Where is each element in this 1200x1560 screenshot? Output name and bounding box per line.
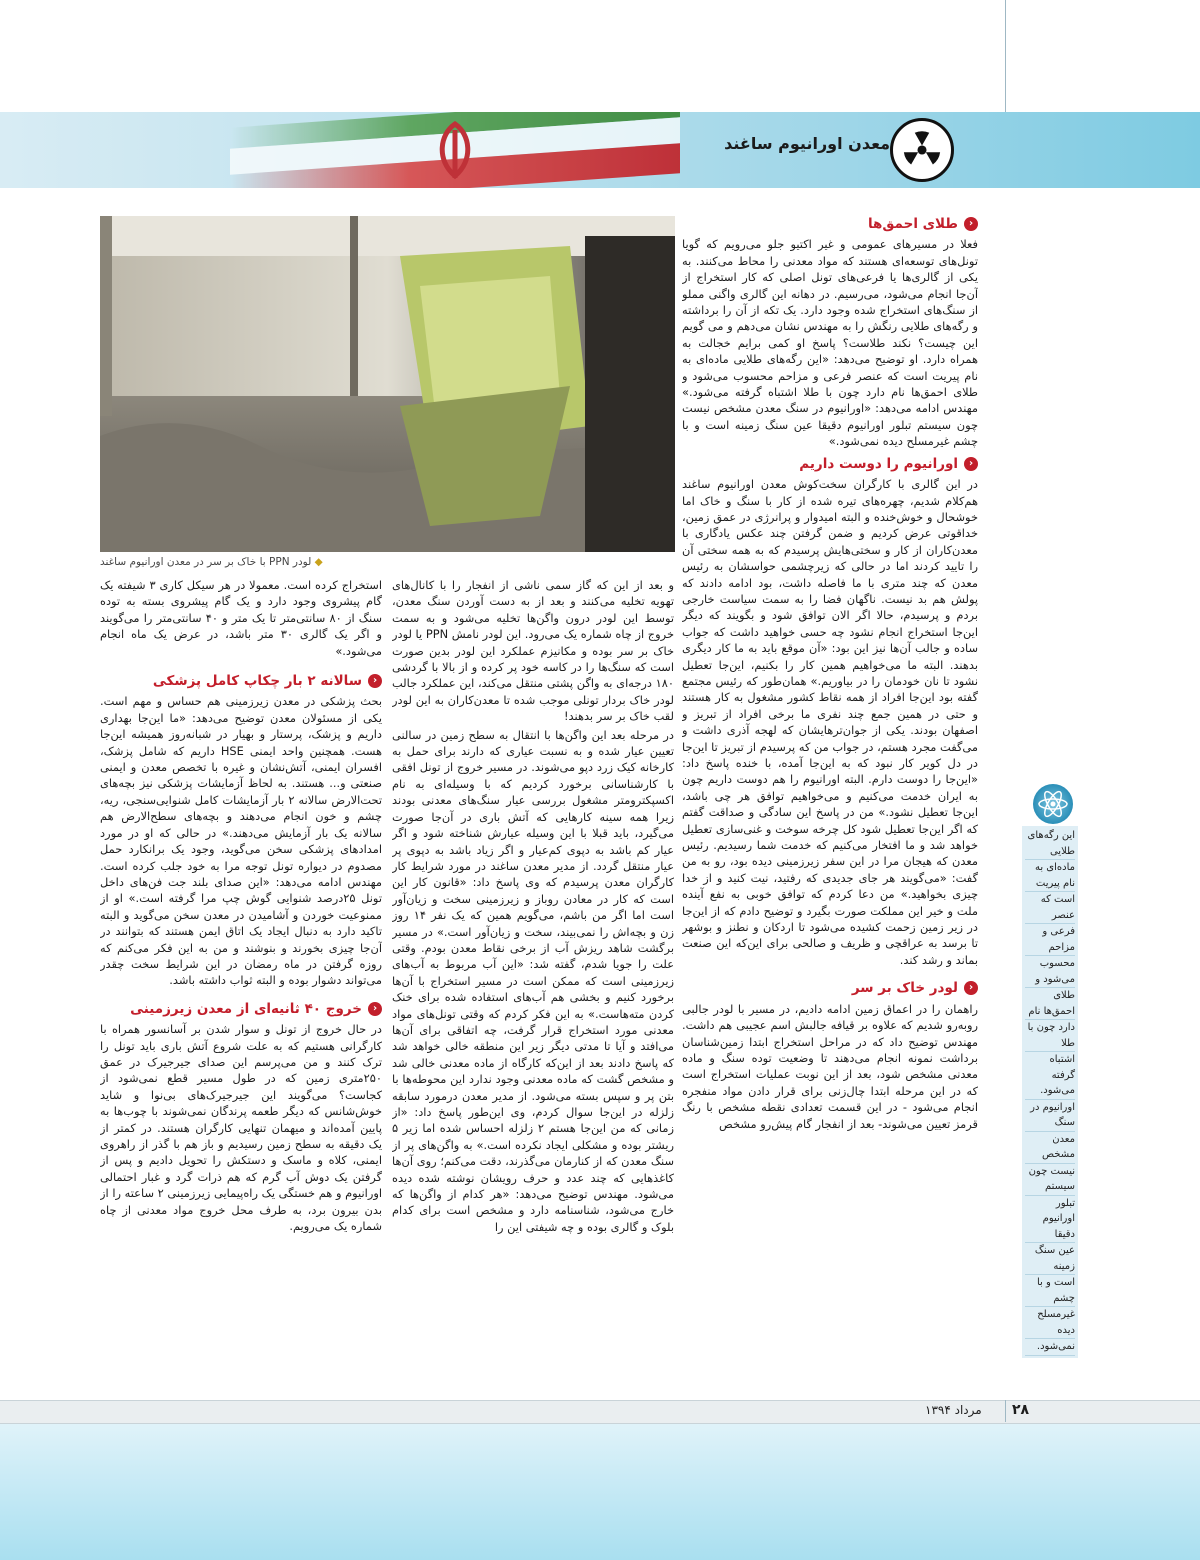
sidebar-line: معدن مشخص [1025, 1132, 1075, 1164]
sidebar-line: اورانیوم در سنگ [1025, 1100, 1075, 1132]
section-heading [100, 1001, 382, 1017]
article-paragraph: در حال خروج از تونل و سوار شدن بر آسانسور همراه با کارگرانی هستیم که به علت شروع آتش باری باید تونل را ترک کنند و من می‌پرسم این صدای جیرجیرک در عمق ۲۵۰متری زمین که در طول مسیر قطع نمی‌شود از کجاست؟ می‌گویند این جیرجیرک‌های بی‌نوا و شاید خوش‌شانس که دیگر طعمه پرندگان نمی‌شوند با چوب‌ها به پایین آمده‌اند و میهمان تنهایی کارگران هستند. در کمتر از یک دقیقه به سطح زمین رسیدیم و باز هم با گذر از راهروی ایمنی، کلاه و ماسک و دستکش را تحویل دادیم و پس از گرفتن یک دوش آب گرم که هم ذرات گرد و غبار احتمالی اورانیوم و هم خستگی یک راه‌پیمایی زیرزمینی ۲ ساعته را از بدن بیرون برد، به طرف محل خروج مواد معدنی از چاه شماره یک می‌رویم. [100, 1022, 382, 1234]
article-paragraph: در این گالری با کارگران سخت‌کوش معدن اورانیوم ساغند هم‌کلام شدیم، چهره‌های تیره شده از کار با سنگ و خاک اما خوشحال و خوش‌خنده و البته امیدوار و پرانرژی در عمق زمین، خداقوتی عرض کردیم و ضمن گرفتن چند عکس یادگاری با معدن‌کاران از کار و سختی‌هایش پرسیدم که به همه سختی آن را تایید کردند اما در حالی که زیرچشمی حواسشان به رئیس معدن که چند متری با ما فاصله داشت، بود ادامه دادند که پولش هم بد نیست. ناگهان فضا را به سمت سیاست خارجی بردم و پرسیدم، حالا اگر الان توافق شود و بگویند که دیگر این‌جا استخراج انجام نشود چه حسی خواهید داشت که جواب ساده و جالب آن‌ها نیز این بود: «آن موقع باید به ما کار دیگری بدهند. البته ما می‌خواهیم همین کار را بکنیم، این‌جا تعطیل نشود تا نان خودمان را در بیاوریم.» همان‌طور که رئیس مجتمع گفته بود این‌جا افراد از همه نقاط کشور مشغول به کار هستند و حتی در همین جمع چند نفری ما برخی افراد از تبریز و اصفهان بودند. یکی از جوان‌ترهایشان که لهجه آذری داشت و می‌گفت مجرد هستم، در جواب من که پرسیدم از تبریز تا این‌جا در دل کویر کار نبود که به این‌جا آمده، با خنده پاسخ داد: «این‌جا را دوست دارم. البته اورانیوم را هم دوست داریم چون به ایران خدمت می‌کنیم و می‌خواهیم توافق هر چی باشد، این‌جا تعطیل نشود.» من در پاسخ این سادگی و صداقت گفتم که اگر این‌جا تعطیل شود کل چرخه سوخت و غنی‌سازی تعطیل خواهد شد و ما افتخار می‌کنیم که خدمت شما رسیدیم. رئیس معدن که هیجان مرا در این سفر زیرزمینی دیده بود، رو به من گفت: «می‌گویند هر جای جدیدی که رفتید، نیت کنید و از خدا چیزی بخواهید.» من دعا کردم که توافق خوبی به نفع آینده ملت و خیر این مملکت صورت بگیرد و توضیح دادم که از این‌جا در زیر زمین زحمت کشیده می‌شود تا اردکان و نطنز و بوشهر تا برسد به عراقچی و ظریف و صالحی برای این‌که این صنعت بماند و رشد کند. [682, 477, 978, 967]
page-number: ۲۸ [1012, 1402, 1030, 1418]
article-paragraph: بحث پزشکی در معدن زیرزمینی هم حساس و مهم است. یکی از مسئولان معدن توضیح می‌دهد: «ما این‌جا بهداری داریم و پزشک، پرستار و بهیار در شبانه‌روز همیشه این‌جا هست. همچنین واحد ایمنی HSE داریم که شامل پزشک، افسران ایمنی، آتش‌نشان و غیره با تخصص معدن و ایمنی صنعتی و... هستند. به لحاظ آزمایشات پزشکی نیز بچه‌های تحت‌الارض سالانه ۲ بار آزمایشات کامل شنوایی‌سنجی، ریه، چشم و خون انجام می‌دهند و بچه‌های سطح‌الارض هم سالانه یک بار آزمایش می‌دهند.» در حالی که او در مورد امدادهای پزشکی سخن می‌گوید، وجود یک برانکارد حمل مصدوم در دیواره تونل توجه مرا به خود جلب کرده است. مهندس ادامه می‌دهد: «این صدای بلند جت فن‌های داخل تونل ۲۵درصد شنوایی گوش چپ مرا گرفته است.» او از ممنوعیت خوردن و آشامیدن در معدن سخن می‌گوید و البته تاکید دارد به دنبال ایجاد یک اتاق ایمن هستند که بتوانند در آن‌جا چیزی بخورند و بنوشند و من به این فکر می‌کنم که روزه گرفتن در ماه رمضان در این شرایط سخت چقدر می‌تواند دشوار بوده و البته ثواب داشته باشد. [100, 694, 382, 988]
sidebar-line: عین سنگ زمینه [1025, 1243, 1075, 1275]
article-paragraph: استخراج کرده است. معمولا در هر سیکل کاری ۳ شیفته یک گام پیشروی وجود دارد و یک گام پیشروی بسته به توده سنگ از ۸۰ سانتی‌متر تا یک متر و ۴۰ سانتی‌متر را می‌گویند و اگر یک گالری ۳۰ متر باشد، در عرض یک ماه انجام می‌شود.» [100, 578, 382, 658]
photo-caption [100, 556, 675, 568]
chevron-bullet-icon: ‹ [368, 674, 382, 688]
sidebar-line: تبلور اورانیوم دقیقا [1025, 1196, 1075, 1244]
chevron-bullet-icon: ‹ [964, 457, 978, 471]
iran-flag-graphic [230, 112, 680, 188]
sidebar-line: دارد چون با طلا [1025, 1020, 1075, 1052]
heading-text: خروج ۴۰ ثانیه‌ای از معدن زیرزمینی [130, 1000, 362, 1017]
caption-text: لودر PPN با خاک بر سر در معدن اورانیوم ساغند [100, 556, 312, 568]
sidebar-line: غیرمسلح دیده [1025, 1307, 1075, 1339]
caption-chevron-icon: ◆ [311, 556, 323, 568]
heading-text: سالانه ۲ بار چکاپ کامل پزشکی [152, 673, 362, 690]
article-column-right [682, 210, 978, 1400]
sidebar-line: فرعی و مزاحم [1025, 924, 1075, 956]
atom-icon [1033, 784, 1073, 824]
heading-text: طلای احمق‌ها [867, 216, 958, 232]
article-paragraph: و بعد از این که گاز سمی ناشی از انفجار را با کانال‌های تهویه تخلیه می‌کنند و بعد از به دست آوردن سنگ معدن، توسط این لودر درون واگن‌ها تخلیه می‌شود و به سمت خروج از چاه شماره یک می‌رود. این لودر نامش PPN یا لودر خاک بر سر بوده و مکانیزم عملکرد این لودر بدین صورت است که سنگ‌ها را در کاسه خود پر کرده و از بالا با گردشی ۱۸۰ درجه‌ای به واگن پشتی منتقل می‌کند، این عملکرد جالب لودر خاک بردار تونلی موجب شده تا معدن‌کاران به این لودر لقب خاک بر سر بدهند! [392, 578, 674, 724]
sidebar-line: نیست چون سیستم [1025, 1164, 1075, 1196]
article-paragraph: در مرحله بعد این واگن‌ها با انتقال به سطح زمین در سالنی تعیین عیار شده و به نسبت عیاری که دارند برای حمل به کارخانه کیک زرد دپو می‌شوند. در مسیر خروج از تونل افقی با کارشناسانی برخورد کردیم که با وسیله‌ای به نام اکسپکترومتر مشغول بررسی عیار سنگ‌های معدنی بودند زیرا همه سینه کارهایی که آتش باری در آن‌جا صورت می‌گیرد، باید قبلا با این وسیله عیارش شناخته شود و اگر عیار کم باشد به دپوی کم‌عیار و اگر زیاد باشد به دپوی پر عیار منتقل گردد. از مدیر معدن ساغند در مورد شرایط کار کارگران معدن پرسیدم که وی پاسخ داد: «قانون کار این است که کار در معادن روباز و زیرزمینی سخت و زیان‌آور است اما اگر من باشم، می‌گویم همین که یک نفر ۱۴ روز زن و بچه‌اش را نمی‌بیند، سخت و زیان‌آور است.» در مسیر برگشت شاهد ریزش آب از برخی نقاط معدن بودم. وقتی علت را جویا شدم، گفته شد: «این آب مربوط به آب‌های زیرزمینی است که ممکن است در مسیر استخراج با آن‌ها برخورد کنیم و بخشی هم آب‌های استفاده شده برای خنک کردن مته‌هاست.» به این فکر کردم که وقتی تونل‌های مواد معدنی مورد استخراج قرار گرفت، چه اتفاقی برای آن‌ها می‌افتد و آیا تا مدتی دیگر زیر این منطقه خالی خواهد شد که پاسخ دادند بعد از این‌که کارگاه از ماده معدنی خالی شد و مشخص گشت که ماده معدنی وجود ندارد این محوطه‌ها با بتن پر و سپس بسته می‌شود. از مدیر معدن درمورد سابقه زلزله در این‌جا سوال کردم، وی این‌طور پاسخ داد: «از زمانی که من این‌جا هستم ۲ زلزله احساس شده اما زیر ۵ ریشتر بوده و مشکلی ایجاد نکرده است.» به واگن‌های پر از سنگ معدن که از کنارمان می‌گذرند، دقت می‌کنم؛ روی آن‌ها کاغذهایی که چند عدد و حرف رویشان نوشته شده دیده می‌شود. مهندس توضیح می‌دهد: «هر کدام از واگن‌ها که خارج می‌شود، شناسنامه دارد و مشخص است برای کدام بلوک و گالری بوده و چه شیفتی این را [392, 727, 674, 1234]
article-column-left [100, 577, 382, 1377]
issue-date: مرداد ۱۳۹۴ [925, 1403, 982, 1417]
sidebar-line: ماده‌ای به نام پیریت [1025, 860, 1075, 892]
chevron-bullet-icon: ‹ [368, 1002, 382, 1016]
section-heading [100, 673, 382, 689]
footer-divider [1005, 1400, 1006, 1422]
footer-band [0, 1400, 1200, 1560]
radiation-icon [890, 118, 954, 182]
sidebar-line: است و با چشم [1025, 1275, 1075, 1307]
section-heading [682, 980, 978, 996]
sidebar-line: این رگه‌های طلایی [1025, 828, 1075, 860]
article-column-middle [392, 577, 674, 1377]
mine-loader-photo [100, 216, 675, 552]
sidebar-line: است که عنصر [1025, 892, 1075, 924]
sidebar-line: نمی‌شود. [1025, 1339, 1075, 1356]
section-heading [682, 216, 978, 232]
sidebar-line: محسوب می‌شود و [1025, 956, 1075, 988]
sidebar-line: اشتباه گرفته می‌شود. [1025, 1052, 1075, 1100]
heading-text: اورانیوم را دوست داریم [799, 455, 958, 472]
sidebar-quote [1022, 826, 1078, 1358]
heading-text: لودر خاک بر سر [851, 980, 958, 997]
flag-emblem-icon [420, 120, 490, 182]
section-title: معدن اورانیوم ساغند [724, 134, 890, 153]
article-paragraph: فعلا در مسیرهای عمومی و غیر اکتیو جلو می‌رویم که گویا تونل‌های توسعه‌ای هستند که مواد معدنی را محاط می‌کنند. به یکی از گالری‌ها یا فرعی‌های تونل اصلی که کار استخراج از آن‌جا انجام می‌شود، می‌رسیم. در دهانه این گالری واگنی مملو از سنگ‌های استخراج شده وجود دارد. یک تکه از آن را برداشته و رگه‌های طلایی رنگش را به مهندس نشان می‌دهم و می گویم این چیست؟ نکند طلاست؟ پاسخ او کمی برایم خجالت به همراه دارد. او توضیح می‌دهد: «این رگه‌های طلایی ماده‌ای به نام پیریت است که عنصر فرعی و مزاحم محسوب می‌شود و طلای احمق‌ها نام دارد چون با طلا اشتباه گرفته می‌شود.» مهندس ادامه می‌دهد: «اورانیوم در سنگ معدن مشخص نیست چون سیستم تبلور اورانیوم دقیقا عین سنگ زمینه است و با چشم غیرمسلح دیده نمی‌شود.» [682, 237, 978, 449]
article-paragraph: راهمان را در اعماق زمین ادامه دادیم، در مسیر با لودر جالبی روبه‌رو شدیم که علاوه بر قیافه جالبش اسم عجیبی هم داشت. مهندس توضیح داد که در مراحل استخراج ابتدا زمین‌شناسان برداشت نمونه انجام می‌دهند تا وضعیت توده سنگ و ماده معدنی مشخص شود، بعد از این نوبت عملیات استخراج است که در این مرحله ابتدا چال‌زنی برای قرار دادن مواد منفجره انجام می‌شود - در این قسمت تعدادی نقطه مشخص با رنگ قرمز تعیین می‌شوند- بعد از انفجار گام پیش‌رو مشخص [682, 1001, 978, 1131]
top-divider-line [1005, 0, 1006, 112]
sidebar-line: طلای احمق‌ها نام [1025, 988, 1075, 1020]
section-heading [682, 456, 978, 472]
chevron-bullet-icon: ‹ [964, 981, 978, 995]
chevron-bullet-icon: ‹ [964, 217, 978, 231]
